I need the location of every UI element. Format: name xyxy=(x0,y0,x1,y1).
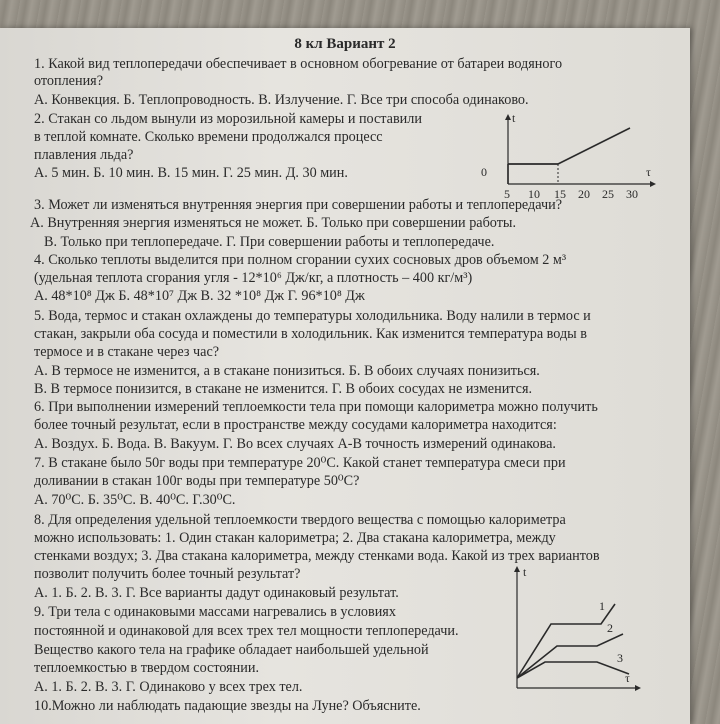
y-axis-arrow xyxy=(505,114,511,120)
text-line: 10.Можно ли наблюдать падающие звезды на Луне? Объясните. xyxy=(34,698,421,714)
worksheet-paper xyxy=(0,28,690,724)
text-line: А. 1. Б. 2. В. 3. Г. Одинаково у всех трех тел. xyxy=(34,679,303,695)
curve-label: 3 xyxy=(617,651,623,665)
y-axis-label: t xyxy=(512,112,516,125)
x-axis-arrow xyxy=(650,181,656,187)
worksheet-title: 8 кл Вариант 2 xyxy=(294,36,396,52)
text-line: отопления? xyxy=(34,73,103,89)
text-line: более точный результат, если в пространстве между сосудами калориметра находится: xyxy=(34,417,557,433)
text-line: 4. Сколько теплоты выделится при полном сгорании сухих сосновых дров объемом 2 м³ xyxy=(34,252,567,268)
text-line: теплоемкостью в твердом состоянии. xyxy=(34,660,260,676)
origin-label: 0 xyxy=(481,165,487,179)
text-line: А. Конвекция. Б. Теплопроводность. В. Излучение. Г. Все три способа одинаково. xyxy=(34,92,529,108)
text-line: А. Воздух. Б. Вода. В. Вакуум. Г. Во всех случаях А-В точность измерений одинакова. xyxy=(34,436,556,452)
text-line: А. 70⁰С. Б. 35⁰С. В. 40⁰С. Г.30⁰С. xyxy=(34,492,236,508)
tick-label: 30 xyxy=(626,187,638,198)
y-axis-arrow xyxy=(514,566,520,572)
text-line: А. Внутренняя энергия изменяться не может. Б. Только при совершении работы. xyxy=(30,215,516,231)
text-line: А. В термосе не изменится, а в стакане понизиться. Б. В обоих случаях понизиться. xyxy=(34,363,540,379)
text-line: Вещество какого тела на графике обладает наибольшей удельной xyxy=(34,642,429,658)
tick-label: 5 xyxy=(504,187,510,198)
text-line: (удельная теплота сгорания угля - 12*10⁶ Дж/кг, а плотность – 400 кг/м³) xyxy=(34,270,473,286)
melting-graph xyxy=(478,112,658,198)
text-line: 7. В стакане было 50г воды при температуре 20⁰С. Какой станет температура смеси при xyxy=(34,455,566,471)
text-line: 2. Стакан со льдом вынули из морозильной камеры и поставили xyxy=(34,111,422,127)
tick-label: 25 xyxy=(602,187,614,198)
text-line: доливании в стакан 100г воды при температуре 50⁰С? xyxy=(34,473,360,489)
curve-label: 2 xyxy=(607,621,613,635)
text-line: В. Только при теплопередаче. Г. При совершении работы и теплопередаче. xyxy=(44,234,495,250)
text-line: А. 5 мин. Б. 10 мин. В. 15 мин. Г. 25 мин. Д. 30 мин. xyxy=(34,165,348,181)
curve-rise xyxy=(558,128,630,164)
tick-label: 15 xyxy=(554,187,566,198)
curve-2 xyxy=(517,634,623,678)
text-line: А. 48*10⁸ Дж Б. 48*10⁷ Дж В. 32 *10⁸ Дж Г. 96*10⁸ Дж xyxy=(34,288,365,304)
text-line: 9. Три тела с одинаковыми массами нагревались в условиях xyxy=(34,604,396,620)
text-line: в теплой комнате. Сколько времени продолжался процесс xyxy=(34,129,383,145)
text-line: стакан, закрыли оба сосуда и поместили в холодильник. Как изменится температура воды в xyxy=(34,326,587,342)
tick-label: 10 xyxy=(528,187,540,198)
text-line: позволит получить более точный результат? xyxy=(34,566,301,582)
text-line: 6. При выполнении измерений теплоемкости тела при помощи калориметра можно получить xyxy=(34,399,598,415)
text-line: можно использовать: 1. Один стакан калориметра; 2. Два стакана калориметра, между xyxy=(34,530,556,546)
x-axis-label: τ xyxy=(646,165,651,179)
text-line: А. 1. Б. 2. В. 3. Г. Все варианты дадут одинаковый результат. xyxy=(34,585,399,601)
text-line: 1. Какой вид теплопередачи обеспечивает в основном обогревание от батареи водяного xyxy=(34,56,563,72)
y-axis-label: t xyxy=(523,565,527,579)
curve-label: 1 xyxy=(599,599,605,613)
text-line: термосе и в стакане через час? xyxy=(34,344,220,360)
text-line: постоянной и одинаковой для всех трех тел мощности теплопередачи. xyxy=(34,623,459,639)
text-line: 3. Может ли изменяться внутренняя энергия при совершении работы и теплопередачи? xyxy=(34,197,563,213)
text-line: 8. Для определения удельной теплоемкости твердого вещества с помощью калориметра xyxy=(34,512,566,528)
text-line: В. В термосе понизится, в стакане не изменится. Г. В обоих сосудах не изменится. xyxy=(34,381,533,397)
text-line: плавления льда? xyxy=(34,147,134,163)
text-line: стенками воздух; 3. Два стакана калориметра, между стенками вода. Какой из трех вариантов xyxy=(34,548,600,564)
heating-graph xyxy=(505,562,645,694)
text-line: 5. Вода, термос и стакан охлаждены до температуры холодильника. Воду налили в термос и xyxy=(34,308,591,324)
x-axis-label: τ xyxy=(625,671,630,685)
x-axis-arrow xyxy=(635,685,641,691)
tick-label: 20 xyxy=(578,187,590,198)
